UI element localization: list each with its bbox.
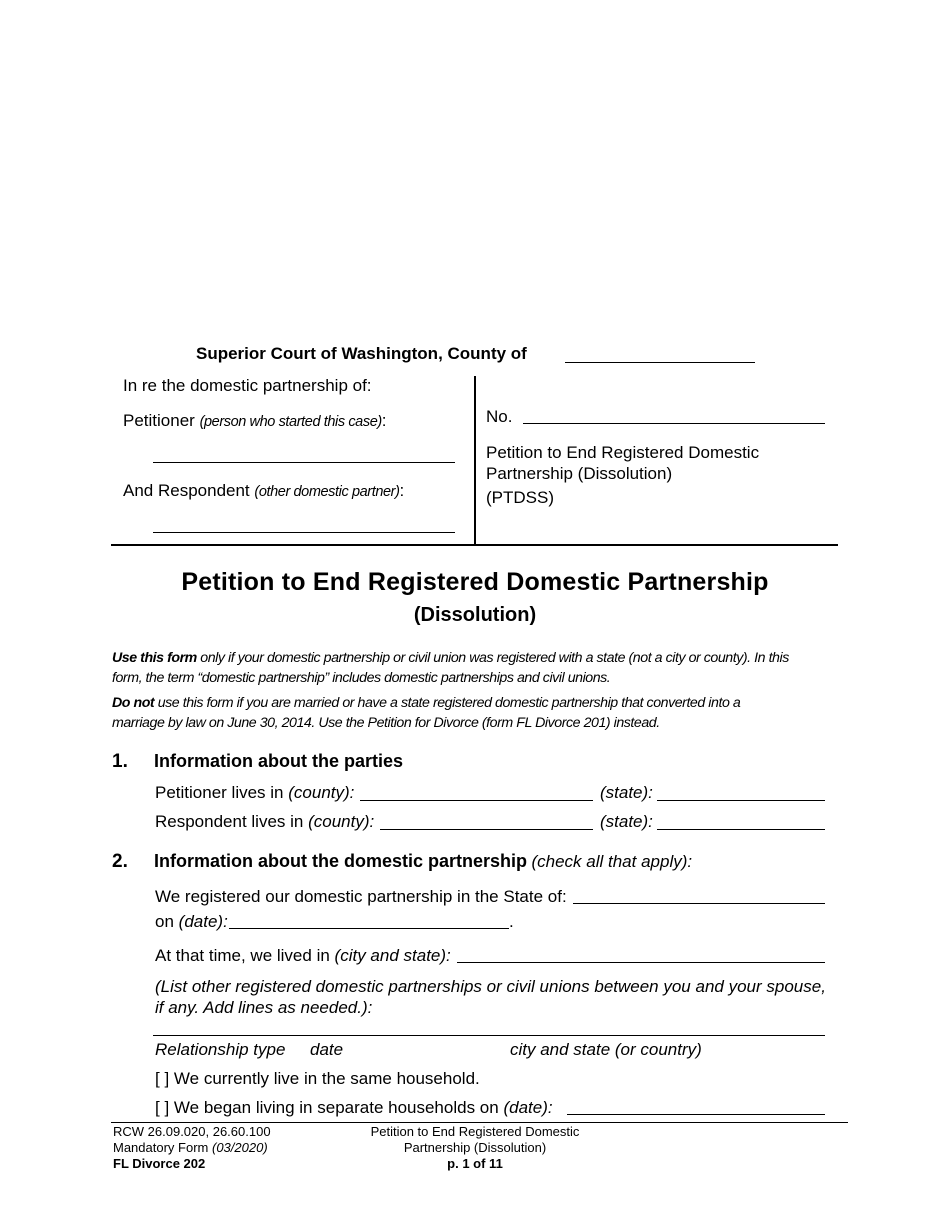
footer-form-id: FL Divorce 202 bbox=[113, 1156, 206, 1171]
same-household-label: We currently live in the same household. bbox=[173, 1069, 480, 1088]
footer-page-number: p. 1 of 11 bbox=[447, 1156, 503, 1171]
case-number-label: No. bbox=[486, 407, 513, 426]
footer-mandatory: Mandatory Form bbox=[113, 1140, 209, 1155]
registered-state-label: We registered our domestic partnership in the State of: bbox=[155, 887, 567, 906]
same-household-row bbox=[155, 1069, 480, 1089]
section-1-number: 1. bbox=[112, 751, 128, 772]
col-place: city and state (or country) bbox=[510, 1040, 702, 1059]
other-partnership-field[interactable] bbox=[153, 1035, 825, 1036]
footer-center bbox=[335, 1124, 615, 1172]
lived-in-row bbox=[155, 946, 451, 966]
same-household-checkbox[interactable]: [ ] bbox=[155, 1069, 170, 1088]
caption-doc-title-line-2: Partnership (Dissolution) bbox=[486, 464, 673, 483]
section-2-heading-row bbox=[154, 851, 692, 872]
list-other-line-1: (List other registered domestic partnerships or civil unions between you and your spouse, bbox=[155, 977, 826, 996]
case-number-field[interactable] bbox=[523, 423, 825, 424]
page-subtitle: (Dissolution) bbox=[413, 604, 537, 626]
registered-date-period: . bbox=[509, 912, 514, 931]
section-2-number: 2. bbox=[112, 851, 128, 872]
instruction-para-1 bbox=[112, 648, 852, 688]
caption-doc-title-line-1: Petition to End Registered Domestic bbox=[486, 443, 760, 462]
lived-in-city-state-label: (city and state): bbox=[334, 946, 451, 965]
footer-rcw: RCW 26.09.020, 26.60.100 bbox=[113, 1124, 271, 1139]
in-re-label: In re the domestic partnership of: bbox=[123, 376, 372, 395]
instruction-text-2a: use this form if you are married or have a state registered domestic partnership that converted into a bbox=[154, 695, 741, 711]
petitioner-label-row bbox=[123, 411, 387, 431]
caption-bottom-rule bbox=[111, 544, 838, 546]
instruction-text-1b: form, the term “domestic partnership” includes domestic partnerships and civil unions. bbox=[112, 670, 611, 686]
respondent-hint: (other domestic partner) bbox=[254, 484, 400, 500]
separate-households-date-label: (date): bbox=[503, 1098, 553, 1117]
respondent-county-field[interactable] bbox=[380, 829, 593, 830]
respondent-lives-label: Respondent lives in bbox=[155, 812, 304, 831]
lived-in-field[interactable] bbox=[457, 962, 825, 963]
respondent-state-label: (state): bbox=[600, 812, 653, 831]
registered-date-field[interactable] bbox=[229, 928, 509, 929]
petitioner-county-field[interactable] bbox=[360, 800, 593, 801]
respondent-lives-row bbox=[155, 812, 374, 832]
court-heading: Superior Court of Washington, County of bbox=[196, 344, 527, 363]
respondent-county-label: (county): bbox=[308, 812, 375, 831]
list-other-instructions bbox=[155, 976, 845, 1018]
respondent-label: And Respondent bbox=[123, 481, 250, 500]
caption-doc-code: (PTDSS) bbox=[486, 488, 554, 507]
caption-divider bbox=[474, 376, 476, 546]
respondent-label-row bbox=[123, 481, 404, 501]
list-other-line-2: if any. Add lines as needed.): bbox=[155, 998, 373, 1017]
on-label: on bbox=[155, 912, 174, 931]
petitioner-lives-row bbox=[155, 783, 354, 803]
county-field[interactable] bbox=[565, 362, 755, 363]
page-title: Petition to End Registered Domestic Partnership bbox=[181, 568, 769, 596]
instruction-text-1a: only if your domestic partnership or civil union was registered with a state (not a city or county). In this bbox=[196, 650, 789, 666]
section-1-heading: Information about the parties bbox=[154, 751, 404, 771]
caption-doc-title bbox=[486, 442, 759, 508]
respondent-name-field[interactable] bbox=[153, 532, 455, 533]
respondent-state-field[interactable] bbox=[657, 829, 825, 830]
registered-state-field[interactable] bbox=[573, 903, 825, 904]
petitioner-label: Petitioner bbox=[123, 411, 195, 430]
registered-date-label: (date): bbox=[178, 912, 228, 931]
col-date: date bbox=[310, 1040, 344, 1059]
petitioner-county-label: (county): bbox=[288, 783, 355, 802]
petitioner-state-field[interactable] bbox=[657, 800, 825, 801]
instruction-para-2 bbox=[112, 693, 852, 733]
registered-date-row bbox=[155, 912, 228, 932]
petitioner-state-label: (state): bbox=[600, 783, 653, 802]
section-2-heading: Information about the domestic partnership bbox=[154, 851, 528, 871]
petitioner-lives-label: Petitioner lives in bbox=[155, 783, 284, 802]
instruction-lead-1: Use this form bbox=[112, 650, 197, 666]
instruction-text-2b: marriage by law on June 30, 2014. Use the Petition for Divorce (form FL Divorce 201) instead. bbox=[112, 715, 660, 731]
separate-households-date-field[interactable] bbox=[567, 1114, 825, 1115]
col-relationship-type: Relationship type bbox=[155, 1040, 286, 1059]
footer-rule bbox=[111, 1122, 848, 1123]
instructions bbox=[112, 648, 852, 733]
footer-center-line-1: Petition to End Registered Domestic bbox=[370, 1124, 580, 1139]
separate-households-row bbox=[155, 1098, 553, 1118]
instruction-lead-2: Do not bbox=[112, 695, 155, 711]
footer-center-line-2: Partnership (Dissolution) bbox=[403, 1140, 547, 1155]
petitioner-colon: : bbox=[381, 411, 387, 430]
footer-mandatory-row bbox=[113, 1140, 271, 1156]
petitioner-hint: (person who started this case) bbox=[199, 414, 382, 430]
footer-mandatory-date: (03/2020) bbox=[212, 1140, 268, 1155]
separate-households-label: We began living in separate households on bbox=[173, 1098, 499, 1117]
respondent-colon: : bbox=[399, 481, 405, 500]
section-2-hint: (check all that apply): bbox=[531, 852, 693, 871]
petitioner-name-field[interactable] bbox=[153, 462, 455, 463]
footer-left bbox=[113, 1124, 271, 1172]
separate-households-checkbox[interactable]: [ ] bbox=[155, 1098, 170, 1117]
lived-in-label: At that time, we lived in bbox=[155, 946, 330, 965]
